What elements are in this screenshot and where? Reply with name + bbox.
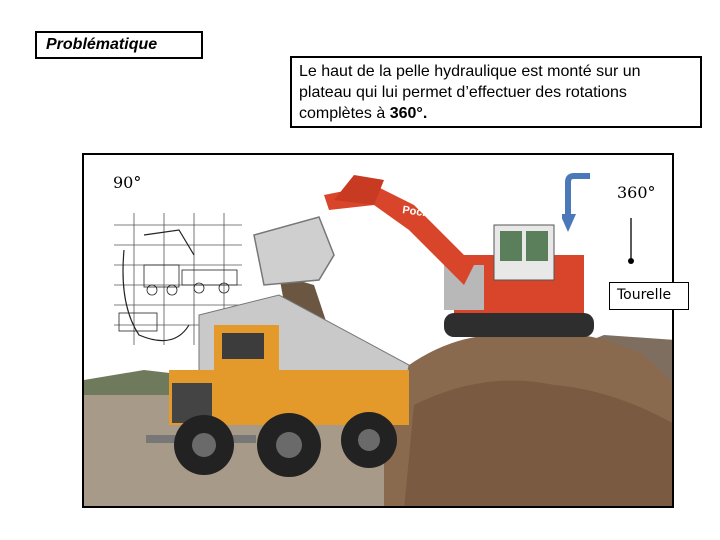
statement-line-3-text: complètes à [299,105,390,122]
statement-angle: 360°. [389,105,428,122]
statement-line-3 [299,103,700,124]
statement-line-2: plateau qui lui permet d’effectuer des rotations [299,84,627,101]
turret-label-text: Tourelle [617,287,672,303]
problem-heading [35,31,203,59]
rotation-arrow-icon [562,170,596,236]
statement-line-1: Le haut de la pelle hydraulique est monté sur un [299,63,641,80]
label-90-degrees: 90° [113,173,142,192]
turret-pointer-line [626,218,636,266]
turret-label [609,282,689,310]
brand-text: Poclain [401,204,442,222]
problem-title: Problématique [46,36,158,53]
problem-statement [290,56,702,128]
label-360-degrees: 360° [617,183,656,202]
